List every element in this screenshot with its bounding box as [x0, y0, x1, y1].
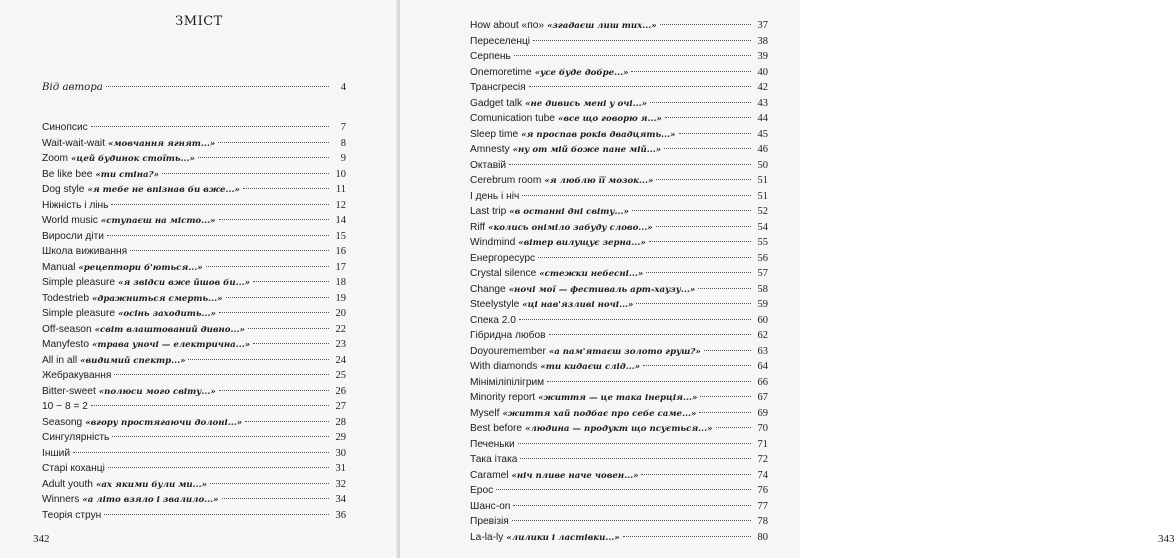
toc-entry-page: 39 — [757, 51, 768, 62]
toc-entry-page: 16 — [335, 246, 346, 257]
toc-entry-title: Гібридна любов — [470, 330, 546, 341]
toc-entry-first-line: «а пам'ятаєш золото груш?» — [548, 346, 701, 357]
toc-entry-page: 52 — [757, 206, 768, 217]
toc-entry-first-line: «життя — це така інерція...» — [538, 393, 698, 403]
toc-entry-title: Todestrieb — [42, 292, 90, 304]
toc-entry[interactable] — [470, 499, 768, 515]
leader-dots — [631, 71, 751, 72]
toc-entry-page: 18 — [335, 277, 346, 288]
leader-dots — [664, 148, 751, 149]
toc-entry-title: Winners — [42, 494, 80, 505]
toc-entry-title: Gadget talk — [470, 97, 523, 109]
toc-entry[interactable] — [42, 229, 346, 245]
toc-entry[interactable] — [470, 328, 768, 344]
toc-entry[interactable] — [470, 49, 768, 65]
leader-dots — [219, 312, 329, 313]
leader-dots — [108, 467, 329, 468]
toc-entry-first-line: «осінь заходить...» — [118, 309, 216, 319]
toc-entry-page: 37 — [757, 20, 768, 31]
toc-entry[interactable] — [42, 275, 346, 291]
toc-entry-page: 38 — [757, 35, 768, 47]
toc-entry-page: 45 — [757, 128, 768, 140]
leader-dots — [188, 359, 329, 360]
leader-dots — [222, 498, 329, 499]
toc-entry-first-line: «ну от мій боже пане мій...» — [512, 145, 662, 155]
toc-entry-first-line: «стежки небесні...» — [539, 269, 644, 279]
toc-entry-page: 74 — [757, 469, 768, 481]
toc-entry-title: Трансгресія — [470, 82, 526, 93]
leader-dots — [623, 536, 751, 537]
toc-entry[interactable] — [470, 235, 768, 251]
toc-entry-page: 51 — [757, 190, 768, 202]
toc-entry-title: Doyouremember — [470, 345, 546, 357]
toc-entry-first-line: «видимий спектр...» — [80, 355, 186, 366]
toc-entry-page: 70 — [757, 423, 768, 434]
toc-entry[interactable] — [42, 353, 346, 369]
toc-entry[interactable] — [470, 158, 768, 174]
toc-entry[interactable] — [470, 452, 768, 468]
toc-entry-first-line: «вгору простягаючи долоні...» — [85, 417, 243, 428]
toc-entry-page: 60 — [757, 314, 768, 326]
toc-entry[interactable] — [42, 477, 346, 493]
toc-entry-page: 23 — [335, 339, 346, 350]
toc-entry-title: Октавій — [470, 159, 507, 171]
toc-entry-first-line: «колись оніміло забуду слово...» — [488, 222, 653, 233]
toc-entry-first-line: «дражниться смерть...» — [92, 293, 223, 304]
leader-dots — [106, 86, 329, 87]
toc-entry-title: Minority report — [470, 392, 536, 403]
toc-entry-title: Інший — [42, 447, 71, 459]
toc-entry-first-line: «я тебе не впізнав би вже...» — [87, 185, 240, 195]
toc-entry-title: Така ітака — [470, 454, 518, 465]
toc-list-left — [42, 120, 346, 523]
leader-dots — [522, 195, 751, 196]
toc-entry-first-line: «не дивись мені у очі...» — [525, 98, 647, 109]
toc-entry-title: Onemoretime — [470, 66, 532, 78]
toc-entry-title: Seasong — [42, 416, 83, 428]
toc-entry-first-line: «ти стіна?» — [95, 169, 159, 180]
leader-dots — [533, 40, 751, 41]
toc-entry-title: Dog style — [42, 184, 85, 195]
toc-entry-title: How about «по» — [470, 20, 545, 31]
toc-entry-page: 36 — [335, 509, 346, 521]
contents-title: ЗМІСТ — [175, 14, 223, 29]
right-page — [400, 0, 1175, 558]
leader-dots — [219, 390, 329, 391]
toc-entry[interactable] — [470, 313, 768, 329]
toc-entry-title: Manyfesto — [42, 339, 89, 350]
toc-entry-page: 19 — [335, 292, 346, 304]
toc-entry[interactable] — [470, 34, 768, 50]
toc-entry-page: 59 — [757, 299, 768, 310]
page-number-left: 342 — [33, 533, 50, 545]
leader-dots — [245, 421, 329, 422]
toc-entry[interactable] — [470, 18, 768, 34]
toc-entry-title: World music — [42, 215, 98, 226]
toc-entry-first-line: «а літо взяло і звалило...» — [82, 495, 219, 505]
leader-dots — [509, 164, 751, 165]
leader-dots — [114, 374, 329, 375]
toc-entry-page: 58 — [757, 283, 768, 295]
toc-entry-title: Manual — [42, 261, 76, 273]
toc-entry-page: 4 — [340, 82, 346, 93]
toc-entry-title: Теорія струн — [42, 509, 102, 521]
toc-entry-page: 17 — [335, 261, 346, 273]
toc-entry-page: 69 — [757, 407, 768, 419]
toc-entry[interactable] — [470, 530, 768, 546]
toc-entry[interactable] — [470, 65, 768, 81]
toc-entry-page: 50 — [757, 159, 768, 171]
toc-entry-title: Школа виживання — [42, 246, 128, 257]
toc-entry-title: Wait-wait-wait — [42, 137, 106, 149]
toc-entry[interactable] — [42, 306, 346, 322]
leader-dots — [219, 219, 330, 220]
toc-entry-page: 9 — [340, 153, 346, 164]
leader-dots — [104, 514, 329, 515]
toc-entry-page: 29 — [335, 432, 346, 443]
leader-dots — [698, 288, 751, 289]
toc-entry-title: Caramel — [470, 469, 509, 481]
toc-entry-first-line: «рецептори б'ються...» — [78, 262, 203, 273]
toc-entry-page: 57 — [757, 268, 768, 279]
toc-entry[interactable] — [470, 111, 768, 127]
toc-entry[interactable] — [470, 266, 768, 282]
toc-entry-title: Change — [470, 283, 506, 295]
toc-entry-first-line: «світ влаштований дивно...» — [94, 324, 245, 335]
leader-dots — [538, 257, 751, 258]
toc-list-right — [470, 18, 768, 545]
toc-entry-page: 76 — [757, 485, 768, 496]
leader-dots — [198, 157, 329, 158]
toc-entry-title: La-la-ly — [470, 531, 504, 543]
leader-dots — [496, 489, 751, 490]
toc-entry-title: Спека 2.0 — [470, 314, 516, 326]
toc-entry[interactable] — [42, 151, 346, 167]
toc-entry-page: 78 — [757, 516, 768, 527]
toc-entry[interactable] — [42, 415, 346, 431]
toc-entry[interactable] — [42, 291, 346, 307]
toc-entry[interactable] — [42, 120, 346, 136]
toc-entry-title: Amnesty — [470, 144, 510, 155]
toc-entry[interactable] — [42, 508, 346, 524]
toc-entry-first-line: «лилики і ластівки...» — [506, 532, 620, 543]
toc-entry-page: 22 — [335, 323, 346, 335]
toc-entry[interactable] — [470, 483, 768, 499]
toc-entry[interactable] — [42, 430, 346, 446]
leader-dots — [643, 365, 751, 366]
toc-entry-title: Bitter-sweet — [42, 385, 96, 397]
toc-entry-title: Жебракування — [42, 370, 112, 381]
toc-entry-title: Cerebrum room — [470, 175, 542, 186]
toc-entry[interactable] — [42, 260, 346, 276]
toc-entry[interactable] — [470, 297, 768, 313]
toc-entry-page: 32 — [335, 478, 346, 490]
toc-entry-first-line: «ці нав'язливі ночі...» — [522, 300, 634, 310]
toc-entry-title: Zoom — [42, 153, 69, 164]
toc-entry[interactable] — [42, 399, 346, 415]
leader-dots — [91, 126, 329, 127]
toc-entry[interactable] — [42, 368, 346, 384]
leader-dots — [716, 427, 751, 428]
toc-entry-first-line: «в останні дні світу...» — [509, 207, 629, 217]
toc-entry[interactable] — [470, 390, 768, 406]
toc-entry-first-line: «трава уночі — електрична...» — [92, 340, 251, 350]
toc-entry-first-line: «життя хай подбає про себе саме...» — [502, 408, 697, 419]
toc-entry-page: 64 — [757, 361, 768, 372]
toc-entry[interactable] — [470, 251, 768, 267]
toc-entry[interactable] — [470, 173, 768, 189]
toc-entry-first-line: «ночі мої — фестиваль арт-хаузу...» — [508, 284, 696, 295]
toc-entry-title: With diamonds — [470, 361, 538, 372]
toc-entry-title: Windmind — [470, 237, 516, 248]
toc-entry-page: 20 — [335, 308, 346, 319]
toc-entry-page: 10 — [335, 168, 346, 180]
toc-entry[interactable] — [470, 96, 768, 112]
toc-entry-title: 10 − 8 = 2 — [42, 401, 88, 412]
leader-dots — [518, 443, 751, 444]
toc-entry-title: Ерос — [470, 485, 494, 496]
toc-entry-page: 72 — [757, 454, 768, 465]
toc-entry-title: Crystal silence — [470, 268, 537, 279]
toc-entry[interactable] — [470, 282, 768, 298]
toc-entry[interactable] — [42, 322, 346, 338]
toc-entry-page: 31 — [335, 463, 346, 474]
leader-dots — [253, 343, 329, 344]
toc-entry-page: 11 — [335, 184, 346, 195]
toc-entry-title: Шанс-on — [470, 500, 511, 512]
leader-dots — [700, 396, 751, 397]
leader-dots — [512, 520, 751, 521]
toc-entry-page: 63 — [757, 345, 768, 357]
toc-entry-title: Last trip — [470, 206, 507, 217]
page-number-right: 343 — [1158, 533, 1175, 545]
toc-entry-page: 62 — [757, 330, 768, 341]
leader-dots — [514, 55, 751, 56]
toc-entry[interactable] — [42, 167, 346, 183]
leader-dots — [656, 226, 751, 227]
leader-dots — [660, 24, 751, 25]
toc-entry[interactable] — [42, 198, 346, 214]
toc-entry-title: Ніжність і лінь — [42, 199, 109, 211]
leader-dots — [646, 272, 751, 273]
toc-entry-title: Виросли діти — [42, 230, 104, 242]
toc-entry[interactable] — [42, 492, 346, 508]
toc-entry-first-line: «цей будинок стоїть...» — [71, 154, 195, 164]
toc-entry-title: Sleep time — [470, 128, 519, 140]
toc-entry-first-line: «мовчання ягнят...» — [108, 138, 216, 149]
leader-dots — [641, 474, 751, 475]
toc-entry-page: 8 — [340, 137, 346, 149]
toc-entry-title: Adult youth — [42, 478, 93, 490]
leader-dots — [226, 297, 330, 298]
leader-dots — [632, 210, 751, 211]
toc-entry-page: 80 — [757, 531, 768, 543]
toc-entry[interactable] — [42, 384, 346, 400]
toc-entry[interactable] — [470, 421, 768, 437]
toc-entry-page: 55 — [757, 237, 768, 248]
toc-entry-first-line: «я звідси вже йшов би...» — [118, 278, 250, 288]
leader-dots — [519, 319, 751, 320]
toc-entry-page: 56 — [757, 252, 768, 264]
toc-entry-first-line: «ти кидаєш слід...» — [540, 362, 641, 372]
toc-entry-title: Best before — [470, 423, 523, 434]
toc-entry-title: All in all — [42, 354, 78, 366]
toc-entry-first-line: «згадаєш лиш тих...» — [547, 21, 657, 31]
toc-entry[interactable] — [42, 337, 346, 353]
toc-entry-first-line: «усе буде добре...» — [534, 67, 629, 78]
toc-entry-title: Сингулярність — [42, 432, 110, 443]
toc-entry[interactable] — [42, 136, 346, 152]
toc-entry-first-line: «людина — продукт що псується...» — [525, 424, 713, 434]
leader-dots — [206, 266, 329, 267]
toc-entry-title: Старі коханці — [42, 463, 105, 474]
leader-dots — [210, 483, 329, 484]
toc-entry-page: 26 — [335, 385, 346, 397]
toc-entry[interactable] — [470, 344, 768, 360]
toc-entry-title: І день і ніч — [470, 190, 520, 202]
leader-dots — [520, 458, 751, 459]
toc-entry-page: 25 — [335, 370, 346, 381]
toc-entry-page: 14 — [335, 215, 346, 226]
toc-entry[interactable] — [470, 406, 768, 422]
toc-entry-page: 54 — [757, 221, 768, 233]
leader-dots — [218, 142, 329, 143]
toc-entry-title: Мініміліпілігрим — [470, 376, 545, 388]
toc-entry-page: 34 — [335, 494, 346, 505]
toc-entry[interactable] — [470, 359, 768, 375]
toc-entry-title: Переселенці — [470, 35, 531, 47]
toc-entry-first-line: «ах якими були ми...» — [95, 479, 207, 490]
toc-entry-title: Off-season — [42, 323, 92, 335]
toc-entry-first-line: «вітер вилущує зерна...» — [518, 238, 646, 248]
toc-entry[interactable] — [42, 446, 346, 462]
toc-entry[interactable] — [470, 204, 768, 220]
toc-entry-title: Синопсис — [42, 122, 88, 133]
leader-dots — [107, 235, 329, 236]
toc-entry-title: Simple pleasure — [42, 277, 116, 288]
toc-entry-first-line: «все що говорю я...» — [557, 114, 662, 124]
leader-dots — [162, 173, 329, 174]
toc-entry[interactable] — [42, 244, 346, 260]
toc-entry[interactable] — [42, 461, 346, 477]
toc-entry-first-line: «я люблю її мозок...» — [544, 176, 654, 186]
leader-dots — [549, 334, 751, 335]
leader-dots — [130, 250, 329, 251]
leader-dots — [679, 133, 752, 134]
toc-entry-title: Превізія — [470, 516, 509, 527]
toc-entry-title: Be like bee — [42, 168, 93, 180]
left-page — [0, 0, 398, 558]
toc-entry-first-line: «ніч пливе наче човен...» — [511, 470, 639, 481]
toc-entry[interactable] — [470, 189, 768, 205]
toc-entry[interactable] — [470, 375, 768, 391]
toc-entry[interactable] — [470, 514, 768, 530]
leader-dots — [649, 241, 751, 242]
leader-dots — [112, 436, 329, 437]
toc-entry-title: Печеньки — [470, 438, 515, 450]
toc-entry[interactable] — [470, 437, 768, 453]
toc-entry[interactable] — [470, 127, 768, 143]
toc-entry-page: 40 — [757, 66, 768, 78]
toc-entry-first-line: «я проспав років двадцять...» — [521, 129, 676, 140]
toc-entry-title: Riff — [470, 221, 486, 233]
toc-entry-title: Comunication tube — [470, 113, 555, 124]
toc-entry-page: 46 — [757, 144, 768, 155]
toc-entry[interactable] — [42, 182, 346, 198]
toc-entry-page: 43 — [757, 97, 768, 109]
toc-entry-title: Myself — [470, 407, 500, 419]
leader-dots — [243, 188, 329, 189]
toc-entry-author-foreword[interactable] — [42, 80, 346, 96]
leader-dots — [513, 505, 751, 506]
toc-entry-page: 12 — [335, 199, 346, 211]
toc-entry-first-line: «полюси мого світу...» — [98, 386, 216, 397]
leader-dots — [73, 452, 329, 453]
toc-entry[interactable] — [42, 213, 346, 229]
leader-dots — [656, 179, 751, 180]
toc-entry-page: 67 — [757, 392, 768, 403]
toc-entry-page: 30 — [335, 447, 346, 459]
toc-entry[interactable] — [470, 220, 768, 236]
toc-entry-first-line: «ступаєш на місто...» — [100, 216, 216, 226]
toc-entry-title: Енергоресурс — [470, 252, 536, 264]
toc-entry-page: 77 — [757, 500, 768, 512]
leader-dots — [91, 405, 329, 406]
leader-dots — [253, 281, 329, 282]
toc-entry-page: 51 — [757, 175, 768, 186]
toc-entry-page: 28 — [335, 416, 346, 428]
leader-dots — [547, 381, 751, 382]
toc-entry[interactable] — [470, 80, 768, 96]
leader-dots — [704, 350, 751, 351]
leader-dots — [699, 412, 751, 413]
leader-dots — [636, 303, 751, 304]
leader-dots — [650, 102, 751, 103]
toc-entry-title: Simple pleasure — [42, 308, 116, 319]
leader-dots — [665, 117, 751, 118]
toc-entry-page: 42 — [757, 82, 768, 93]
toc-entry-page: 71 — [757, 438, 768, 450]
toc-entry-page: 24 — [335, 354, 346, 366]
toc-entry-page: 44 — [757, 113, 768, 124]
toc-entry[interactable] — [470, 142, 768, 158]
leader-dots — [111, 204, 329, 205]
toc-entry-page: 27 — [335, 401, 346, 412]
toc-entry-page: 15 — [335, 230, 346, 242]
leader-dots — [248, 328, 329, 329]
toc-entry-page: 7 — [340, 122, 346, 133]
toc-entry-title: Steelystyle — [470, 299, 520, 310]
leader-dots — [529, 86, 751, 87]
toc-entry-title: Серпень — [470, 51, 511, 62]
toc-entry-page: 66 — [757, 376, 768, 388]
toc-entry-title: Від автора — [42, 82, 103, 93]
toc-entry[interactable] — [470, 468, 768, 484]
